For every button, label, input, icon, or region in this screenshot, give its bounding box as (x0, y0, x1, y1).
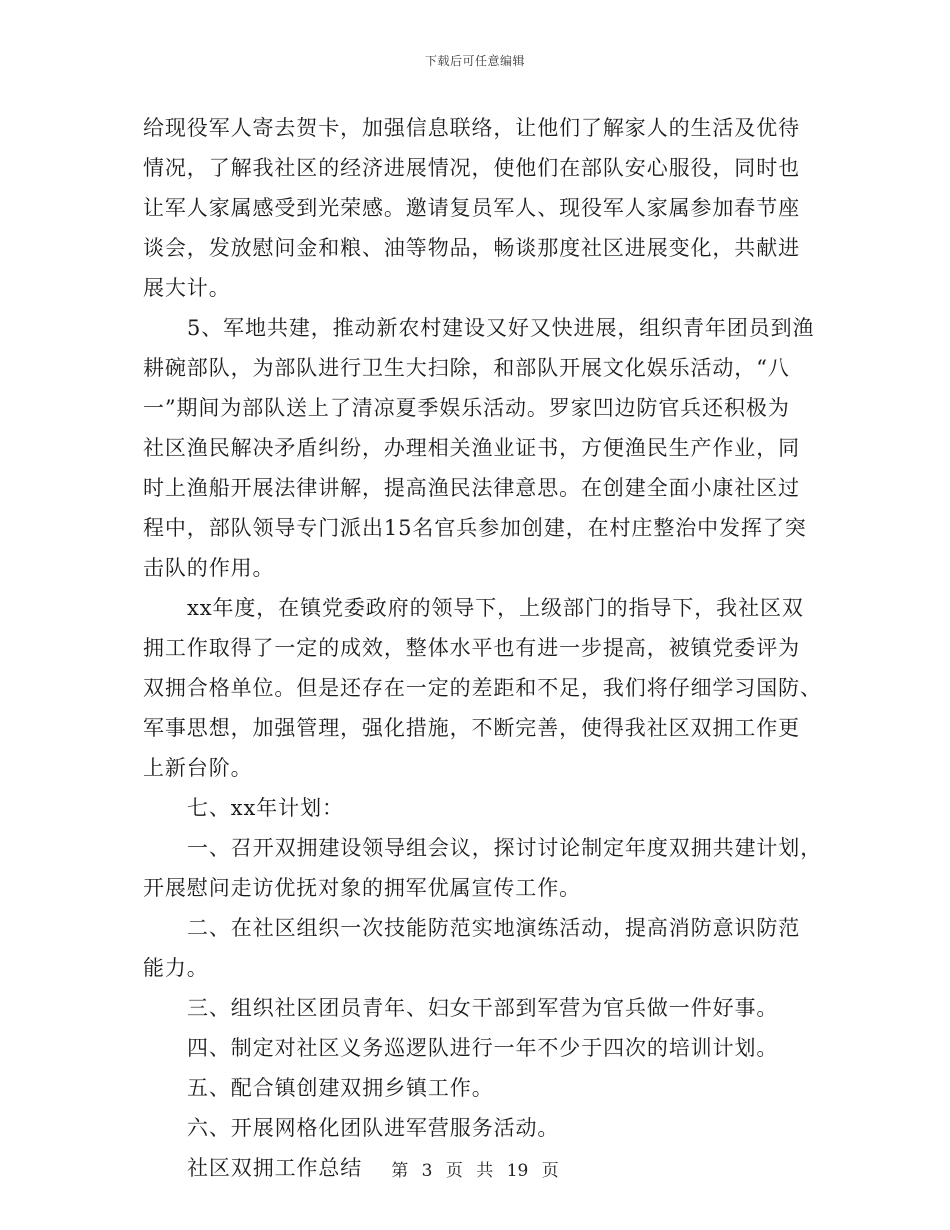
text-line: 耕碗部队，为部队进行卫生大扫除，和部队开展文化娱乐活动，“八 (143, 356, 790, 380)
text-line: 击队的作用。 (143, 556, 275, 580)
text-line: 程中，部队领导专门派出15名官兵参加创建，在村庄整治中发挥了突 (143, 516, 807, 540)
closing-title: 社区双拥工作总结 (187, 1156, 363, 1180)
document-body (143, 108, 823, 1188)
text-line: 一”期间为部队送上了清凉夏季娱乐活动。罗家凹边防官兵还积极为 (143, 396, 790, 420)
total-page-count: 19 (506, 1161, 529, 1181)
current-page-number: 3 (421, 1161, 433, 1181)
plan-item: 四、制定对社区义务巡逻队进行一年不少于四次的培训计划。 (187, 1036, 779, 1060)
paragraph-start: 5、军地共建，推动新农村建设又好又快进展，组织青年团员到渔 (187, 316, 815, 340)
text-line: 军事思想，加强管理，强化措施，不断完善，使得我社区双拥工作更 (143, 716, 800, 740)
paragraph-start: xx年度，在镇党委政府的领导下，上级部门的指导下，我社区双 (187, 596, 804, 620)
text-line: 展大计。 (143, 276, 231, 300)
text-line: 谈会，发放慰问金和粮、油等物品，畅谈那度社区进展变化，共献进 (143, 236, 800, 260)
text-line: 双拥合格单位。但是还存在一定的差距和不足，我们将仔细学习国防、 (143, 676, 822, 700)
text-line: 时上渔船开展法律讲解，提高渔民法律意思。在创建全面小康社区过 (143, 476, 800, 500)
text-line: 上新台阶。 (143, 756, 253, 780)
plan-item: 六、开展网格化团队进军营服务活动。 (187, 1116, 560, 1140)
footer-total-word: 共 (476, 1161, 494, 1181)
plan-item: 三、组织社区团员青年、妇女干部到军营为官兵做一件好事。 (187, 996, 779, 1020)
section-heading: 七、xx年计划： (187, 796, 344, 820)
text-line: 情况，了解我社区的经济进展情况，使他们在部队安心服役，同时也 (143, 156, 800, 180)
text-line: 开展慰问走访优抚对象的拥军优属宣传工作。 (143, 876, 581, 900)
text-line: 给现役军人寄去贺卡，加强信息联络，让他们了解家人的生活及优待 (143, 116, 800, 140)
footer-prefix: 第 (391, 1161, 409, 1181)
plan-item: 二、在社区组织一次技能防范实地演练活动，提高消防意识防范 (187, 916, 801, 940)
plan-item: 一、召开双拥建设领导组会议，探讨讨论制定年度双拥共建计划， (187, 836, 823, 860)
text-line: 拥工作取得了一定的成效，整体水平也有进一步提高，被镇党委评为 (143, 636, 800, 660)
page-number-footer (0, 1156, 950, 1181)
text-line: 社区渔民解决矛盾纠纷，办理相关渔业证书，方便渔民生产作业，同 (143, 436, 800, 460)
text-line: 能力。 (143, 956, 209, 980)
footer-suffix: 页 (541, 1161, 559, 1181)
text-line: 让军人家属感受到光荣感。邀请复员军人、现役军人家属参加春节座 (143, 196, 800, 220)
footer-page-word: 页 (445, 1161, 463, 1181)
page-header-note: 下载后可任意编辑 (424, 54, 525, 68)
plan-item: 五、配合镇创建双拥乡镇工作。 (187, 1076, 494, 1100)
